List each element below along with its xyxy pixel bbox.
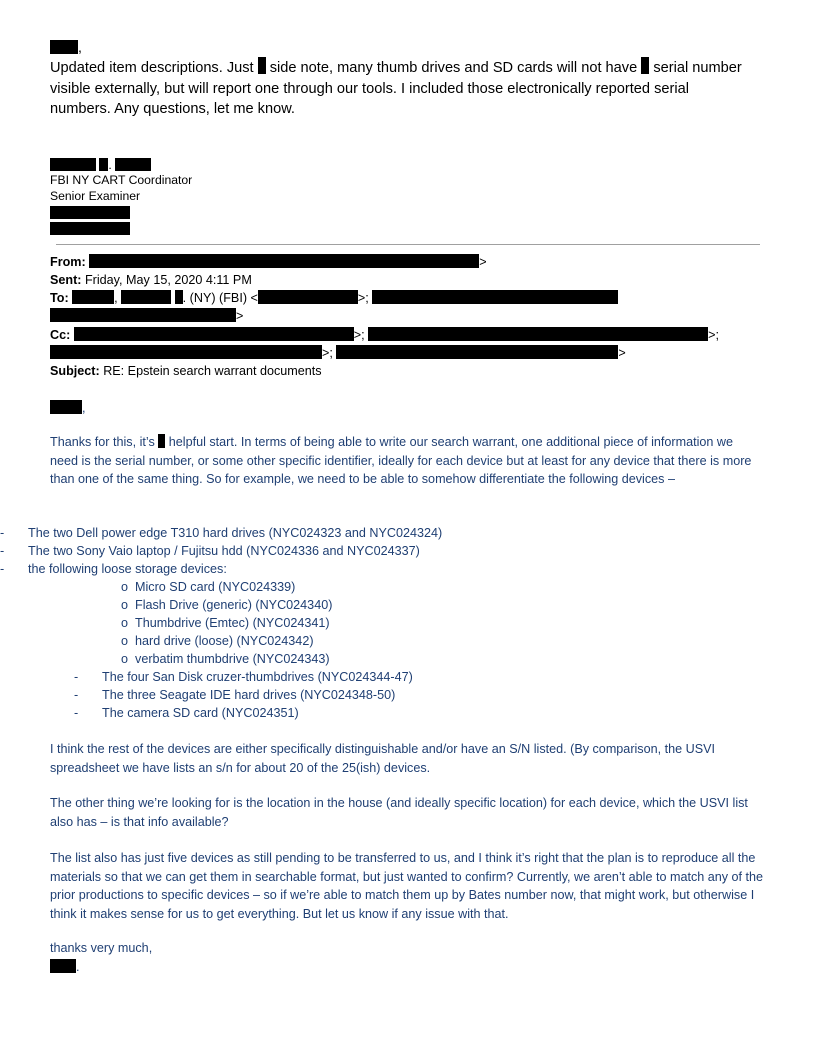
subject-line: Subject: RE: Epstein search warrant documents xyxy=(50,364,322,378)
sub-list-item: o verbatim thumbdrive (NYC024343) xyxy=(121,652,330,666)
redaction-box xyxy=(336,345,618,359)
from-line: From: > xyxy=(50,255,487,269)
redaction-box xyxy=(50,345,322,359)
reply-paragraph: Updated item descriptions. Just side note, many thumb drives and SD cards will not have serial number visible externally, but will report one through our tools. I included those electronically reported serial numbers. Any questions, let me know. xyxy=(50,57,770,120)
redaction-box xyxy=(50,308,236,322)
redaction-box xyxy=(368,327,708,341)
redaction-box xyxy=(258,57,266,74)
cc-line: Cc: >; >; xyxy=(50,328,720,342)
redaction-box xyxy=(50,158,96,171)
sub-list-item: o Thumbdrive (Emtec) (NYC024341) xyxy=(121,616,330,630)
divider xyxy=(56,244,760,245)
redaction-box xyxy=(99,158,108,171)
sub-list-item: o Micro SD card (NYC024339) xyxy=(121,580,296,594)
to-line-cont: > xyxy=(50,308,243,325)
body-paragraph-1: Thanks for this, it’s helpful start. In terms of being able to write our search warrant, one additional piece of information we need is the serial number, or some other specific identifier, ideally for each device but at least for any device that there is more than one of the same thing. So for example, we need to be able to somehow differentiate the following devices – xyxy=(50,435,752,486)
redaction-box xyxy=(89,254,479,268)
redaction-box xyxy=(258,290,358,304)
redaction-box xyxy=(372,290,618,304)
body-paragraph-3: The other thing we’re looking for is the location in the house (and ideally specific location) for each device, which the USVI list also has – is that info available? xyxy=(50,796,748,829)
body-greeting: , xyxy=(50,399,86,418)
redaction-box xyxy=(72,290,114,304)
redaction-box xyxy=(74,327,354,341)
redaction-box xyxy=(50,222,130,235)
redaction-box xyxy=(50,959,76,973)
redaction-box xyxy=(175,290,183,304)
email-document: , Updated item descriptions. Just side note, many thumb drives and SD cards will not have serial number visible externally, but will report one through our tools. I included those electronically reported serial numbers. Any questions, let me know. . FBI NY CART Coordinator Senior Examiner From: > Sent: Friday, May 15, 2020 4:11 PM To: , . (NY) (FBI) < >; > Cc: >; >; >; > Subject: RE: Epstein search warrant documents , Thanks for this, it’s helpful start. In terms of being able to write our search warrant, one additional piece of information we need is the serial number, or some other specific identifier, ideally for each device but at least for any device that there is more than one of the same thing. So for example, we need to be able to somehow differentiate the following devices – - The two Dell power edge T310 hard drives (NYC024323 and NYC024324) - The two Sony Vaio laptop / Fujitsu hdd (NYC024336 and NYC024337) - the following loose storage devices: o Micro SD card (NYC024339) o Flash Drive (generic) (NYC024340) o Thumbdrive (Emtec) (NYC024341) o hard drive (loose) (NYC024342) o verbatim thumbdrive (NYC024343) - The four San Disk cruzer-thumbdrives (NYC024344-47) - The three Seagate IDE hard drives (NYC024348-50) - The camera SD card (NYC024351) I think the rest of the devices are either specifically distinguishable and/or have an S/N listed. (By comparison, the USVI spreadsheet we have lists an s/n for about 20 of the 25(ish) devices. The other thing we’re looking for is the location in the house (and ideally specific location) for each device, which the USVI list also has – is that info available? The list also has just five devices as still pending to be transferred to us, and I think it’s right that the plan is to reproduce all the materials so that we can get them in searchable format, but just wanted to confirm? Currently, we aren’t able to match any of the prior productions to specific devices – so if we’re able to match them up by Bates number now, that might work, but otherwise I think it makes sense for us to get everything. But let us know if any issue with that. thanks very much, . xyxy=(0,0,816,1056)
greeting-line: , xyxy=(50,39,82,55)
redaction-box xyxy=(158,434,165,448)
closing: thanks very much, xyxy=(50,941,153,955)
redaction-box xyxy=(50,40,78,54)
redaction-box xyxy=(50,206,130,219)
sub-list-item: o hard drive (loose) (NYC024342) xyxy=(121,634,314,648)
sub-list-item: o Flash Drive (generic) (NYC024340) xyxy=(121,598,333,612)
signature-title: FBI NY CART Coordinator xyxy=(50,173,193,187)
sent-line: Sent: Friday, May 15, 2020 4:11 PM xyxy=(50,273,252,287)
redaction-box xyxy=(115,158,151,171)
body-paragraph-4: The list also has just five devices as still pending to be transferred to us, and I think it’s right that the plan is to reproduce all the materials so that we can get them in searchable format, but just wanted to confirm? Currently, we aren’t able to match any of the prior productions to specific devices – so if we’re able to match them up by Bates number now, that might work, but otherwise I think it makes sense for us to get everything. But let us know if any issue with that. xyxy=(50,851,764,921)
signature-name: . xyxy=(50,157,151,173)
redaction-box xyxy=(121,290,171,304)
signature-role: Senior Examiner xyxy=(50,189,141,203)
redaction-box xyxy=(50,400,82,414)
body-paragraph-2: I think the rest of the devices are either specifically distinguishable and/or have an S/N listed. (By comparison, the USVI spreadsheet we have lists an s/n for about 20 of the 25(ish) devices. xyxy=(50,742,716,775)
redaction-box xyxy=(641,57,649,74)
closing-signature: . xyxy=(50,958,80,977)
cc-line-cont: >; > xyxy=(50,345,626,362)
to-line: To: , . (NY) (FBI) < >; xyxy=(50,290,618,307)
